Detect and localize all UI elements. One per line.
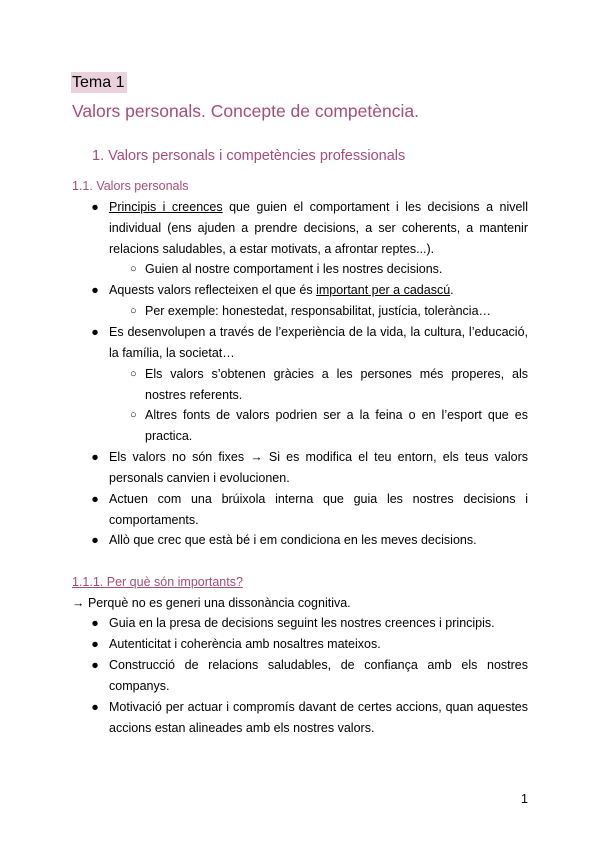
sub-bullet-icon: ○ [130,409,137,421]
sub-list-item [130,364,528,406]
list-item-text: . [450,283,454,297]
bullet-icon: ● [91,492,99,506]
list-item-text: Els valors no són fixes → Si es modifica el teu entorn, els teus valors personals canvien i evolucionen. [109,450,528,485]
subsection-heading: 1.1. Valors personals [72,179,189,193]
subsubsection-heading: 1.1.1. Per què són importants? [72,575,243,589]
sub-list-item [130,405,528,447]
list-item [91,634,528,655]
list-item [91,530,528,551]
list-item [91,447,528,489]
sub-bullet-icon: ○ [130,305,137,317]
list-item [91,697,528,739]
section-heading: 1. Valors personals i competències professionals [92,148,406,164]
list-item-text: Construcció de relacions saludables, de confiança amb els nostres companys. [109,658,528,693]
list-item-text: Motivació per actuar i compromís davant de certes accions, quan aquestes accions estan alineades amb els nostres valors. [109,700,528,735]
list-item [91,197,528,260]
list-item-text: Actuen com una brúixola interna que guia les nostres decisions i comportaments. [109,492,528,527]
sub-bullet-icon: ○ [130,263,137,275]
list-item-text: Es desenvolupen a través de l’experiència de la vida, la cultura, l’educació, la família, la societat… [109,325,528,360]
bullet-icon: ● [91,450,99,464]
underlined-text: important per a cadascú [316,283,451,297]
bullet-icon: ● [91,325,99,339]
bullet-icon: ● [91,658,99,672]
list-item-text: Altres fonts de valors podrien ser a la feina o en l’esport que es practica. [145,408,528,443]
list-item [91,489,528,531]
topic-label: Tema 1 [71,72,127,93]
sub-list-item [130,259,528,280]
list-item-text: Els valors s’obtenen gràcies a les persones més properes, als nostres referents. [145,367,528,402]
bullet-icon: ● [91,533,99,547]
list-item-text: Aquests valors reflecteixen el que és [109,283,317,297]
bullet-icon: ● [91,283,99,297]
list-item-text: Autenticitat i coherència amb nosaltres mateixos. [109,637,381,651]
list-item-text: Guia en la presa de decisions seguint les nostres creences i principis. [109,616,495,630]
bullet-icon: ● [91,637,99,651]
list-item [91,322,528,364]
list-item-text: Per exemple: honestedat, responsabilitat, justícia, tolerància… [145,304,492,318]
page-title: Valors personals. Concepte de competència. [72,101,419,121]
list-item [91,655,528,697]
list-item-text: Guien al nostre comportament i les nostres decisions. [145,262,443,276]
list-item-text: Allò que crec que està bé i em condiciona en les meves decisions. [109,533,477,547]
page-number: 1 [521,792,528,806]
bullet-icon: ● [91,200,99,214]
sub-bullet-icon: ○ [130,368,137,380]
list-item-text: que guien el comportament i les decisions a nivell individual (ens ajuden a prendre decisions, a ser coherents, a mantenir relacions saludables, a estar motivats, a afrontar reptes...). [109,200,528,256]
sub-list-item [130,301,528,322]
bullet-icon: ● [91,700,99,714]
list-item [91,280,528,301]
intro-line: → Perquè no es generi una dissonància cognitiva. [72,596,351,610]
underlined-text: Principis i creences [109,200,223,214]
bullet-icon: ● [91,616,99,630]
list-item [91,613,528,634]
